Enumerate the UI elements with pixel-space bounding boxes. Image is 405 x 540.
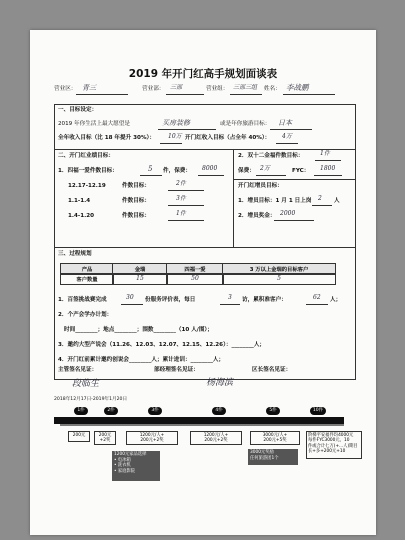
- range1-text: 件数目标：: [122, 183, 150, 189]
- range2-label: 1.1-1.4: [68, 198, 91, 204]
- income-target-label: 全年收入目标（比 18 年提升 30%）：: [58, 135, 155, 141]
- range1-value: 2件: [176, 180, 186, 187]
- plan-line-3: 时间________；地点________；围数________（10 人/围）；: [64, 327, 213, 333]
- section-1-heading: 一、目标设定：: [58, 107, 98, 113]
- group-signature: 杨海滨: [206, 378, 234, 388]
- challenge-value-3: 62: [313, 294, 321, 301]
- milestone-5: 5件: [266, 407, 280, 415]
- recruit-unit: 人: [334, 198, 340, 204]
- income-target-value: 10万: [168, 133, 182, 140]
- range2-value: 3件: [176, 195, 186, 202]
- name-value: 李战鹏: [286, 83, 309, 92]
- travel-value: 日本: [278, 119, 292, 127]
- table-header-target: 3 万以上金瑞的目标客户: [222, 263, 336, 275]
- table-header-jinrui: 金瑞: [112, 263, 168, 275]
- milestone-10: 10件: [310, 407, 326, 415]
- group-value: 三部三组: [233, 84, 258, 91]
- milestone-4: 4件: [212, 407, 226, 415]
- section-2-heading: 二、开门红业绩目标：: [58, 153, 114, 159]
- reward-box-10: 阶梯平安福件均4000元 每件FYC3000元，10 件或合计七万(+...人)期目 长+多+200元+10: [306, 431, 362, 459]
- range1-label: 12.17-12.19: [68, 183, 106, 189]
- range3-text: 件数目标：: [122, 213, 150, 219]
- reward-box-2: 200元 +2奖: [94, 431, 116, 445]
- reward-box-1: 200元: [68, 431, 90, 442]
- group-signature-label: 部经理签名见证：: [154, 367, 199, 373]
- table-header-sifu: 四福一爱: [166, 263, 224, 275]
- kmh-income-label: 开门红收入目标（占全年 40%）：: [185, 135, 271, 141]
- challenge-label-d: 人；: [330, 297, 342, 303]
- kmh-income-value: 4万: [282, 133, 292, 140]
- sifu-target-count: 5: [148, 165, 153, 173]
- timeline-bar: [54, 417, 344, 424]
- travel-label: 或是年你旅游目标：: [220, 121, 271, 127]
- challenge-label-c: 访，累积准客户：: [242, 297, 287, 303]
- reward-box-4: 1200元/人+ 200元+2奖: [190, 431, 242, 445]
- reward-detail-travel: 3000元奖励 任何旅游团1个: [248, 449, 298, 465]
- dept-label: 营业区：: [54, 86, 77, 92]
- table-cell-jinrui: 15: [112, 273, 168, 285]
- table-cell-target: 5: [222, 273, 336, 285]
- jinfu-target-label: 2．双十二金福件数目标：: [238, 153, 304, 159]
- table-row-label: 客户数量: [60, 273, 114, 285]
- challenge-label-a: 1．百签挑战赛完成: [58, 297, 107, 303]
- area-signature-label: 区长签名见证：: [252, 367, 292, 373]
- page-title: 2019 年开门红高手规划面谈表: [128, 68, 278, 80]
- plan-line-5: 4．开门红前累计邀约创说会________人；累计进训：________人；: [58, 357, 225, 363]
- sifu-premium-value: 8000: [202, 165, 218, 172]
- goal-wish-value: 买房装修: [162, 119, 190, 127]
- dept2-value: 三部: [170, 84, 183, 91]
- supervisor-signature-label: 主管签名见证：: [58, 367, 98, 373]
- goal-wish-label: 2019 年你生活上最大愿望是: [58, 121, 130, 127]
- recruit-target-value: 2: [318, 195, 322, 202]
- sifu-target-label: 1．四福一爱件数目标：: [58, 168, 118, 174]
- recruit-bonus-label: 2．增员奖金：: [238, 213, 276, 219]
- challenge-label-b: 份服务评价表，每日: [145, 297, 196, 303]
- timeline-date-range: 2018年12月17日-2019年1月20日: [54, 397, 128, 402]
- form-paper: [30, 30, 376, 535]
- milestone-2: 2件: [104, 407, 118, 415]
- range2-text: 件数目标：: [122, 198, 150, 204]
- reward-box-5: 3000元/人+ 200元+5奖: [250, 431, 300, 445]
- jinfu-premium-label: 保费：: [238, 168, 255, 174]
- jinfu-target-value: 1件: [320, 150, 330, 157]
- sifu-unit-label: 件，保费：: [163, 168, 191, 174]
- reward-detail-appliance: 1200元家品选择 • 电冰箱 • 洗衣机 • 家庭影院: [112, 451, 160, 481]
- name-label: 姓名：: [264, 86, 281, 92]
- section-3-heading: 三、过程规划: [58, 251, 92, 257]
- jinfu-fyc-value: 1800: [320, 165, 336, 172]
- range3-label: 1.4-1.20: [68, 213, 95, 219]
- recruit-bonus-value: 2000: [280, 210, 296, 217]
- group-label: 营业组：: [206, 86, 229, 92]
- recruit-target-label: 1．增员目标：1 月 1 日上岗: [238, 198, 312, 204]
- dept2-label: 营业部：: [142, 86, 165, 92]
- milestone-1: 1件: [74, 407, 88, 415]
- recruit-heading: 开门红增员目标：: [238, 183, 283, 189]
- range3-value: 1件: [176, 210, 186, 217]
- challenge-value-1: 30: [126, 294, 134, 301]
- plan-line-4: 3．邀约大型产说会（11.26、12.03、12.07、12.15、12.26）：________人；: [58, 342, 266, 348]
- milestone-3: 3件: [148, 407, 162, 415]
- jinfu-fyc-label: FYC：: [292, 168, 310, 174]
- table-header-product: 产品: [60, 263, 114, 275]
- challenge-value-2: 3: [228, 294, 232, 301]
- plan-line-2: 2．个产会学办计划：: [58, 312, 113, 318]
- table-cell-sifu: 50: [166, 273, 224, 285]
- reward-box-3: 1200元/人+ 200元+2奖: [126, 431, 178, 445]
- form-main-box: [54, 104, 356, 380]
- dept-value: 青三: [82, 84, 96, 92]
- jinfu-premium-value: 2万: [260, 165, 270, 172]
- supervisor-signature: 段临生: [72, 379, 100, 389]
